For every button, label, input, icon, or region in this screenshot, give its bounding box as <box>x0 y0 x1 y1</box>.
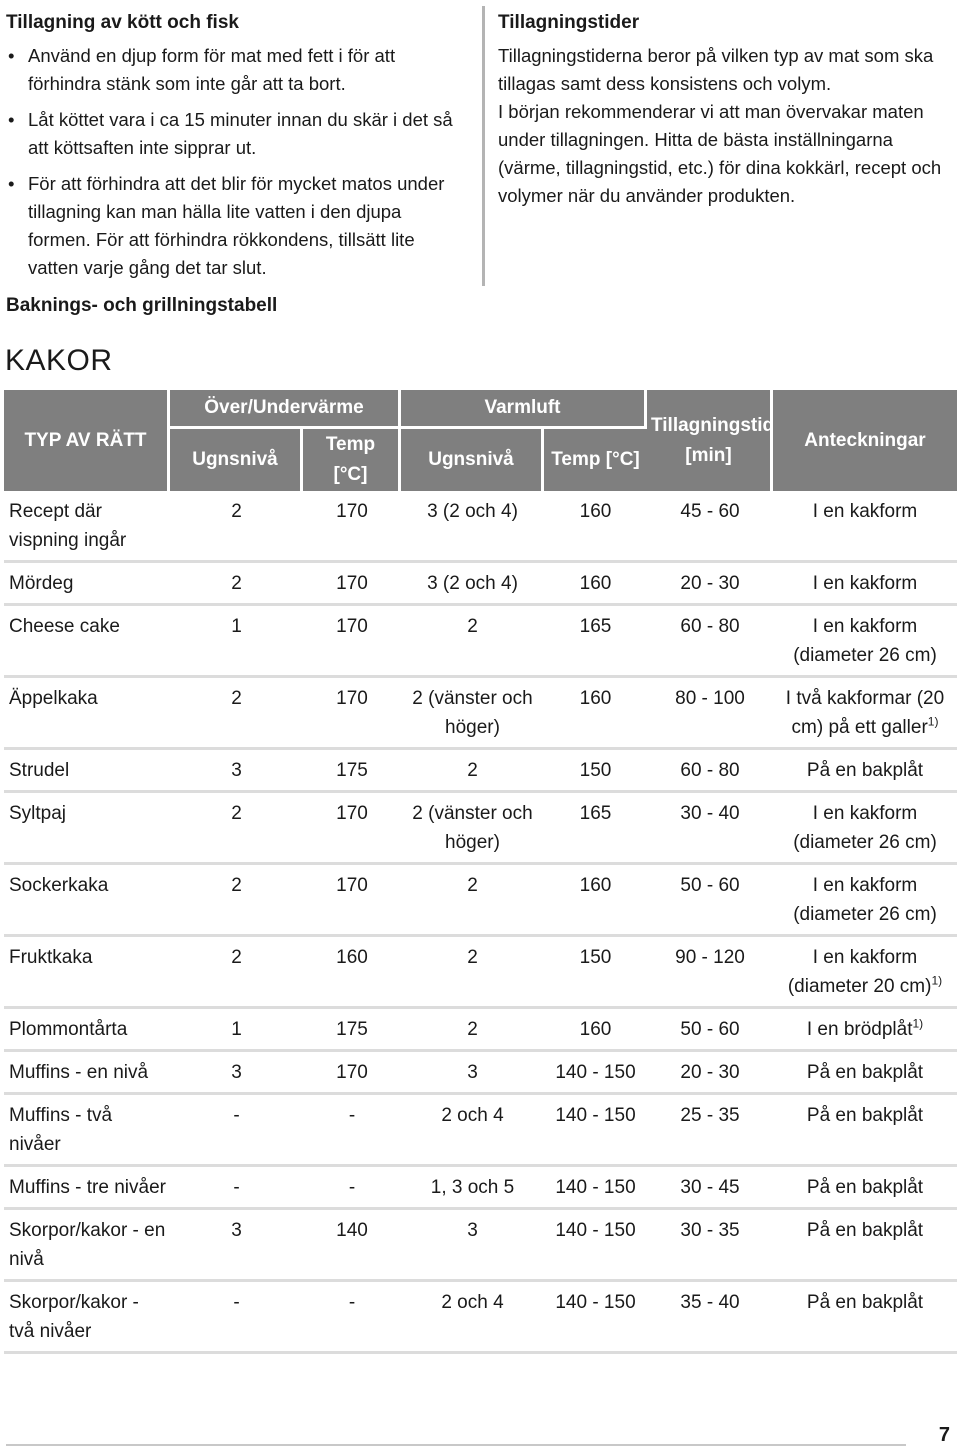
cell-time <box>647 750 773 793</box>
header-temp: Temp [°C] <box>544 429 647 491</box>
cell-time <box>647 1282 773 1354</box>
paragraph: Tillagningstiderna beror på vilken typ av mat som ska tillagas samt dess konsistens och volym. <box>498 45 934 94</box>
cell-vl-temp-text: 140 - 150 <box>555 1220 636 1241</box>
cell-vl-temp-text: 160 <box>579 501 612 522</box>
cell-time-text: 90 - 120 <box>675 947 745 968</box>
cell-vl-level-text: 3 (2 och 4) <box>427 501 518 522</box>
cell-vl-level <box>401 678 544 750</box>
footnote-mark: 1) <box>912 1016 924 1031</box>
table-row <box>4 1009 957 1052</box>
cell-ou-temp-text: 140 <box>336 1220 368 1241</box>
cell-ou-level <box>170 750 303 793</box>
table-title: Baknings- och grillningstabell <box>6 295 278 316</box>
cell-ou-temp <box>303 865 401 937</box>
cell-time-text: 30 - 35 <box>680 1220 740 1241</box>
cell-dish-text: Sockerkaka <box>9 875 109 896</box>
cell-time <box>647 937 773 1009</box>
table-row <box>4 793 957 865</box>
cell-time-text: 60 - 80 <box>680 616 740 637</box>
cell-time-text: 20 - 30 <box>680 1062 740 1083</box>
cell-vl-temp <box>544 1210 647 1282</box>
cell-dish-text: Recept där vispning ingår <box>9 501 127 551</box>
cell-notes <box>773 1210 957 1282</box>
bullet-item: • Låt köttet vara i ca 15 minuter innan du skär i det så att köttsaften inte sipprar ut. <box>6 106 466 162</box>
cell-time <box>647 606 773 678</box>
cell-ou-temp <box>303 563 401 606</box>
cell-dish <box>4 1095 170 1167</box>
cell-ou-temp-text: 170 <box>336 501 368 522</box>
cell-ou-level-text: 2 <box>231 803 242 824</box>
cell-vl-temp-text: 140 - 150 <box>555 1177 636 1198</box>
cell-vl-temp-text: 140 - 150 <box>555 1062 636 1083</box>
cell-ou-temp <box>303 1282 401 1354</box>
cell-vl-temp <box>544 563 647 606</box>
cell-vl-level <box>401 1095 544 1167</box>
cell-dish-text: Muffins - tre nivåer <box>9 1177 166 1198</box>
cell-ou-level <box>170 491 303 563</box>
cell-ou-level <box>170 937 303 1009</box>
header-dish: TYP AV RÄTT <box>4 390 170 491</box>
cell-ou-level-text: 2 <box>231 688 242 709</box>
cell-vl-temp <box>544 750 647 793</box>
cell-dish <box>4 865 170 937</box>
table-row <box>4 1210 957 1282</box>
cell-vl-level <box>401 491 544 563</box>
cell-vl-level <box>401 1167 544 1210</box>
cell-time-text: 50 - 60 <box>680 1019 740 1040</box>
cell-ou-temp-text: 160 <box>336 947 368 968</box>
cell-notes-text: På en bakplåt <box>806 1220 924 1241</box>
cell-vl-level <box>401 750 544 793</box>
cell-dish <box>4 606 170 678</box>
cell-time-text: 35 - 40 <box>680 1292 740 1313</box>
table-row <box>4 1167 957 1210</box>
cell-time <box>647 563 773 606</box>
cell-dish-text: Syltpaj <box>9 803 67 824</box>
cell-notes-text: På en bakplåt <box>806 1177 924 1198</box>
cell-ou-temp <box>303 937 401 1009</box>
cell-vl-level-text: 2 <box>467 616 478 637</box>
cell-notes <box>773 1167 957 1210</box>
header-temp: Temp [°C] <box>303 429 401 491</box>
bullet-item: • För att förhindra att det blir för mycket matos under tillagning kan man hälla lite vatten i den djupa formen. För att förhindra rökkondens, tillsätt lite vatten varje gång det tar slut. <box>6 170 466 282</box>
cell-vl-temp <box>544 1095 647 1167</box>
cell-ou-level-text: 3 <box>231 1062 242 1083</box>
cell-vl-level <box>401 1009 544 1052</box>
cell-time <box>647 678 773 750</box>
cell-notes <box>773 793 957 865</box>
section-title: Tillagningstider <box>498 12 640 33</box>
cell-time-text: 60 - 80 <box>680 760 740 781</box>
cell-vl-temp-text: 150 <box>579 947 612 968</box>
cell-ou-level-text: 2 <box>231 947 242 968</box>
cell-ou-level-text: 2 <box>231 875 242 896</box>
cell-time <box>647 1009 773 1052</box>
cell-notes-text: I en kakform <box>812 501 918 522</box>
cell-vl-temp <box>544 1052 647 1095</box>
cell-ou-temp-text: 170 <box>336 616 368 637</box>
cell-vl-temp <box>544 937 647 1009</box>
cell-ou-temp <box>303 606 401 678</box>
cell-dish <box>4 1167 170 1210</box>
cell-vl-temp-text: 140 - 150 <box>555 1105 636 1126</box>
header-varmluft: Varmluft <box>401 390 647 429</box>
cell-dish <box>4 1009 170 1052</box>
cell-dish-text: Äppelkaka <box>9 688 98 709</box>
cell-time <box>647 865 773 937</box>
table-row <box>4 1052 957 1095</box>
cell-notes-text: På en bakplåt <box>806 1105 924 1126</box>
cell-notes <box>773 1095 957 1167</box>
cell-notes-text: På en bakplåt <box>806 1292 924 1313</box>
cell-time-text: 50 - 60 <box>680 875 740 896</box>
cell-notes <box>773 937 957 1009</box>
cell-dish <box>4 750 170 793</box>
cell-dish <box>4 1210 170 1282</box>
cell-vl-temp <box>544 1282 647 1354</box>
cell-time-text: 45 - 60 <box>680 501 740 522</box>
cell-time <box>647 1167 773 1210</box>
cell-dish-text: Muffins - två nivåer <box>9 1105 113 1155</box>
cell-vl-level <box>401 1282 544 1354</box>
cell-vl-level-text: 3 (2 och 4) <box>427 573 518 594</box>
cell-ou-level <box>170 1282 303 1354</box>
table-body <box>4 491 957 1354</box>
cell-vl-temp <box>544 491 647 563</box>
cell-vl-temp <box>544 678 647 750</box>
cell-vl-temp-text: 165 <box>579 616 612 637</box>
cell-notes-text: I en kakform <box>812 573 918 594</box>
cell-ou-level <box>170 1052 303 1095</box>
cell-ou-temp-text: - <box>348 1177 356 1198</box>
footer-rule <box>6 1444 906 1446</box>
cell-vl-level <box>401 793 544 865</box>
cell-ou-temp-text: 170 <box>336 688 368 709</box>
category-heading: KAKOR <box>5 344 113 377</box>
cell-ou-level <box>170 1009 303 1052</box>
cell-vl-temp <box>544 606 647 678</box>
cell-time <box>647 491 773 563</box>
cell-ou-temp <box>303 793 401 865</box>
footnote-mark: 1) <box>927 714 939 729</box>
cell-vl-level-text: 2 och 4 <box>441 1105 504 1126</box>
cell-ou-temp <box>303 491 401 563</box>
cell-vl-level <box>401 865 544 937</box>
cell-ou-temp-text: 175 <box>336 760 368 781</box>
cooking-meat-fish-section <box>6 10 466 290</box>
cell-ou-temp-text: - <box>348 1292 356 1313</box>
cell-time-text: 30 - 45 <box>680 1177 740 1198</box>
cell-ou-temp <box>303 1210 401 1282</box>
header-notes: Anteckningar <box>773 390 957 491</box>
cell-vl-temp-text: 165 <box>579 803 612 824</box>
cell-ou-level-text: 1 <box>231 1019 242 1040</box>
cell-time <box>647 1095 773 1167</box>
cell-vl-temp-text: 140 - 150 <box>555 1292 636 1313</box>
cell-vl-level <box>401 606 544 678</box>
cell-vl-level-text: 1, 3 och 5 <box>430 1177 515 1198</box>
cell-time-text: 30 - 40 <box>680 803 740 824</box>
cell-ou-temp-text: 170 <box>336 1062 368 1083</box>
cell-dish-text: Muffins - en nivå <box>9 1062 149 1083</box>
cell-ou-temp-text: 170 <box>336 803 368 824</box>
cell-vl-temp <box>544 1009 647 1052</box>
cell-dish <box>4 793 170 865</box>
cell-ou-level-text: - <box>233 1292 240 1313</box>
cell-notes <box>773 491 957 563</box>
cell-vl-temp-text: 150 <box>579 760 612 781</box>
cell-vl-level-text: 3 <box>467 1062 478 1083</box>
cell-ou-temp <box>303 678 401 750</box>
cell-notes <box>773 678 957 750</box>
cell-ou-temp-text: 170 <box>336 875 368 896</box>
cell-ou-level <box>170 793 303 865</box>
table-row <box>4 491 957 563</box>
cell-vl-level-text: 2 (vänster och höger) <box>412 688 533 738</box>
cell-notes-text: På en bakplåt <box>806 1062 924 1083</box>
cell-dish-text: Skorpor/kakor - en nivå <box>9 1220 166 1270</box>
cell-dish-text: Strudel <box>9 760 70 781</box>
cell-notes <box>773 1282 957 1354</box>
cell-time-text: 80 - 100 <box>675 688 745 709</box>
cell-vl-level-text: 2 <box>467 875 478 896</box>
cell-dish-text: Mördeg <box>9 573 74 594</box>
table-row <box>4 1095 957 1167</box>
bullet-list <box>6 42 466 282</box>
bullet-item: • Använd en djup form för mat med fett i för att förhindra stänk som inte går att ta bort. <box>6 42 466 98</box>
cell-dish <box>4 563 170 606</box>
paragraph: I början rekommenderar vi att man övervakar maten under tillagningen. Hitta de bästa inställningarna (värme, tillagningstid, etc.) för dina kokkärl, recept och volymer när du använder produkten. <box>498 101 942 206</box>
cell-time <box>647 793 773 865</box>
cell-vl-level <box>401 1210 544 1282</box>
cell-vl-level <box>401 563 544 606</box>
cell-vl-level-text: 2 och 4 <box>441 1292 504 1313</box>
cell-vl-temp-text: 160 <box>579 688 612 709</box>
cell-ou-temp <box>303 750 401 793</box>
cell-vl-level <box>401 937 544 1009</box>
cell-vl-level-text: 2 <box>467 1019 478 1040</box>
cell-dish-text: Cheese cake <box>9 616 120 637</box>
cell-ou-level-text: - <box>233 1177 240 1198</box>
cell-ou-temp <box>303 1009 401 1052</box>
header-level: Ugnsnivå <box>170 429 303 491</box>
header-time: Tillagningstid [min] <box>647 390 773 491</box>
cell-ou-level-text: 2 <box>231 573 242 594</box>
cell-dish <box>4 678 170 750</box>
cell-time <box>647 1210 773 1282</box>
cell-ou-level <box>170 1210 303 1282</box>
header-over-under: Över/Undervärme <box>170 390 401 429</box>
cell-ou-level <box>170 865 303 937</box>
table-row <box>4 937 957 1009</box>
cell-ou-temp-text: 175 <box>336 1019 368 1040</box>
cell-ou-level-text: 1 <box>231 616 242 637</box>
cell-ou-temp <box>303 1095 401 1167</box>
cell-notes-text: I en kakform (diameter 26 cm) <box>793 875 937 925</box>
cell-notes-text: I en brödplåt <box>806 1019 913 1040</box>
cell-ou-level-text: 3 <box>231 760 242 781</box>
cell-notes-text: I en kakform (diameter 26 cm) <box>793 616 937 666</box>
cell-vl-temp-text: 160 <box>579 1019 612 1040</box>
table-row <box>4 865 957 937</box>
cell-ou-level <box>170 563 303 606</box>
cell-ou-temp-text: - <box>348 1105 356 1126</box>
cell-notes-text: På en bakplåt <box>806 760 924 781</box>
header-level: Ugnsnivå <box>401 429 544 491</box>
cell-notes <box>773 750 957 793</box>
cell-notes <box>773 606 957 678</box>
cell-vl-temp <box>544 1167 647 1210</box>
cell-notes-text: I en kakform (diameter 26 cm) <box>793 803 937 853</box>
baking-table <box>4 390 957 1354</box>
table-row <box>4 606 957 678</box>
cell-ou-level <box>170 1095 303 1167</box>
cell-notes-text: I två kakformar (20 cm) på ett galler <box>785 688 945 738</box>
cell-ou-level-text: 3 <box>231 1220 242 1241</box>
cell-ou-temp <box>303 1167 401 1210</box>
cell-vl-temp <box>544 793 647 865</box>
cell-dish <box>4 937 170 1009</box>
cell-dish <box>4 491 170 563</box>
cell-dish-text: Plommontårta <box>9 1019 128 1040</box>
cell-notes <box>773 1009 957 1052</box>
cell-notes-text: I en kakform (diameter 20 cm) <box>787 947 932 997</box>
cell-notes <box>773 865 957 937</box>
cell-ou-level <box>170 606 303 678</box>
cell-time-text: 20 - 30 <box>680 573 740 594</box>
cooking-times-section <box>498 10 954 210</box>
cell-vl-level-text: 2 <box>467 947 478 968</box>
cell-vl-level-text: 2 <box>467 760 478 781</box>
cell-notes <box>773 563 957 606</box>
table-row <box>4 678 957 750</box>
cell-vl-temp-text: 160 <box>579 875 612 896</box>
cell-vl-temp <box>544 865 647 937</box>
column-divider <box>482 6 485 286</box>
cell-ou-level-text: 2 <box>231 501 242 522</box>
cell-vl-temp-text: 160 <box>579 573 612 594</box>
cell-dish <box>4 1282 170 1354</box>
cell-notes <box>773 1052 957 1095</box>
footnote-mark: 1) <box>931 973 943 988</box>
cell-ou-temp-text: 170 <box>336 573 368 594</box>
cell-dish-text: Skorpor/kakor - två nivåer <box>9 1292 139 1342</box>
table-row <box>4 563 957 606</box>
cell-ou-temp <box>303 1052 401 1095</box>
cell-dish-text: Fruktkaka <box>9 947 93 968</box>
cell-ou-level <box>170 678 303 750</box>
cell-time-text: 25 - 35 <box>680 1105 740 1126</box>
table-row <box>4 1282 957 1354</box>
cell-ou-level-text: - <box>233 1105 240 1126</box>
table-row <box>4 750 957 793</box>
cell-vl-level <box>401 1052 544 1095</box>
page-number: 7 <box>938 1424 950 1446</box>
cell-ou-level <box>170 1167 303 1210</box>
section-title: Tillagning av kött och fisk <box>6 12 239 33</box>
cell-vl-level-text: 2 (vänster och höger) <box>412 803 533 853</box>
cell-dish <box>4 1052 170 1095</box>
cell-time <box>647 1052 773 1095</box>
cell-vl-level-text: 3 <box>467 1220 478 1241</box>
